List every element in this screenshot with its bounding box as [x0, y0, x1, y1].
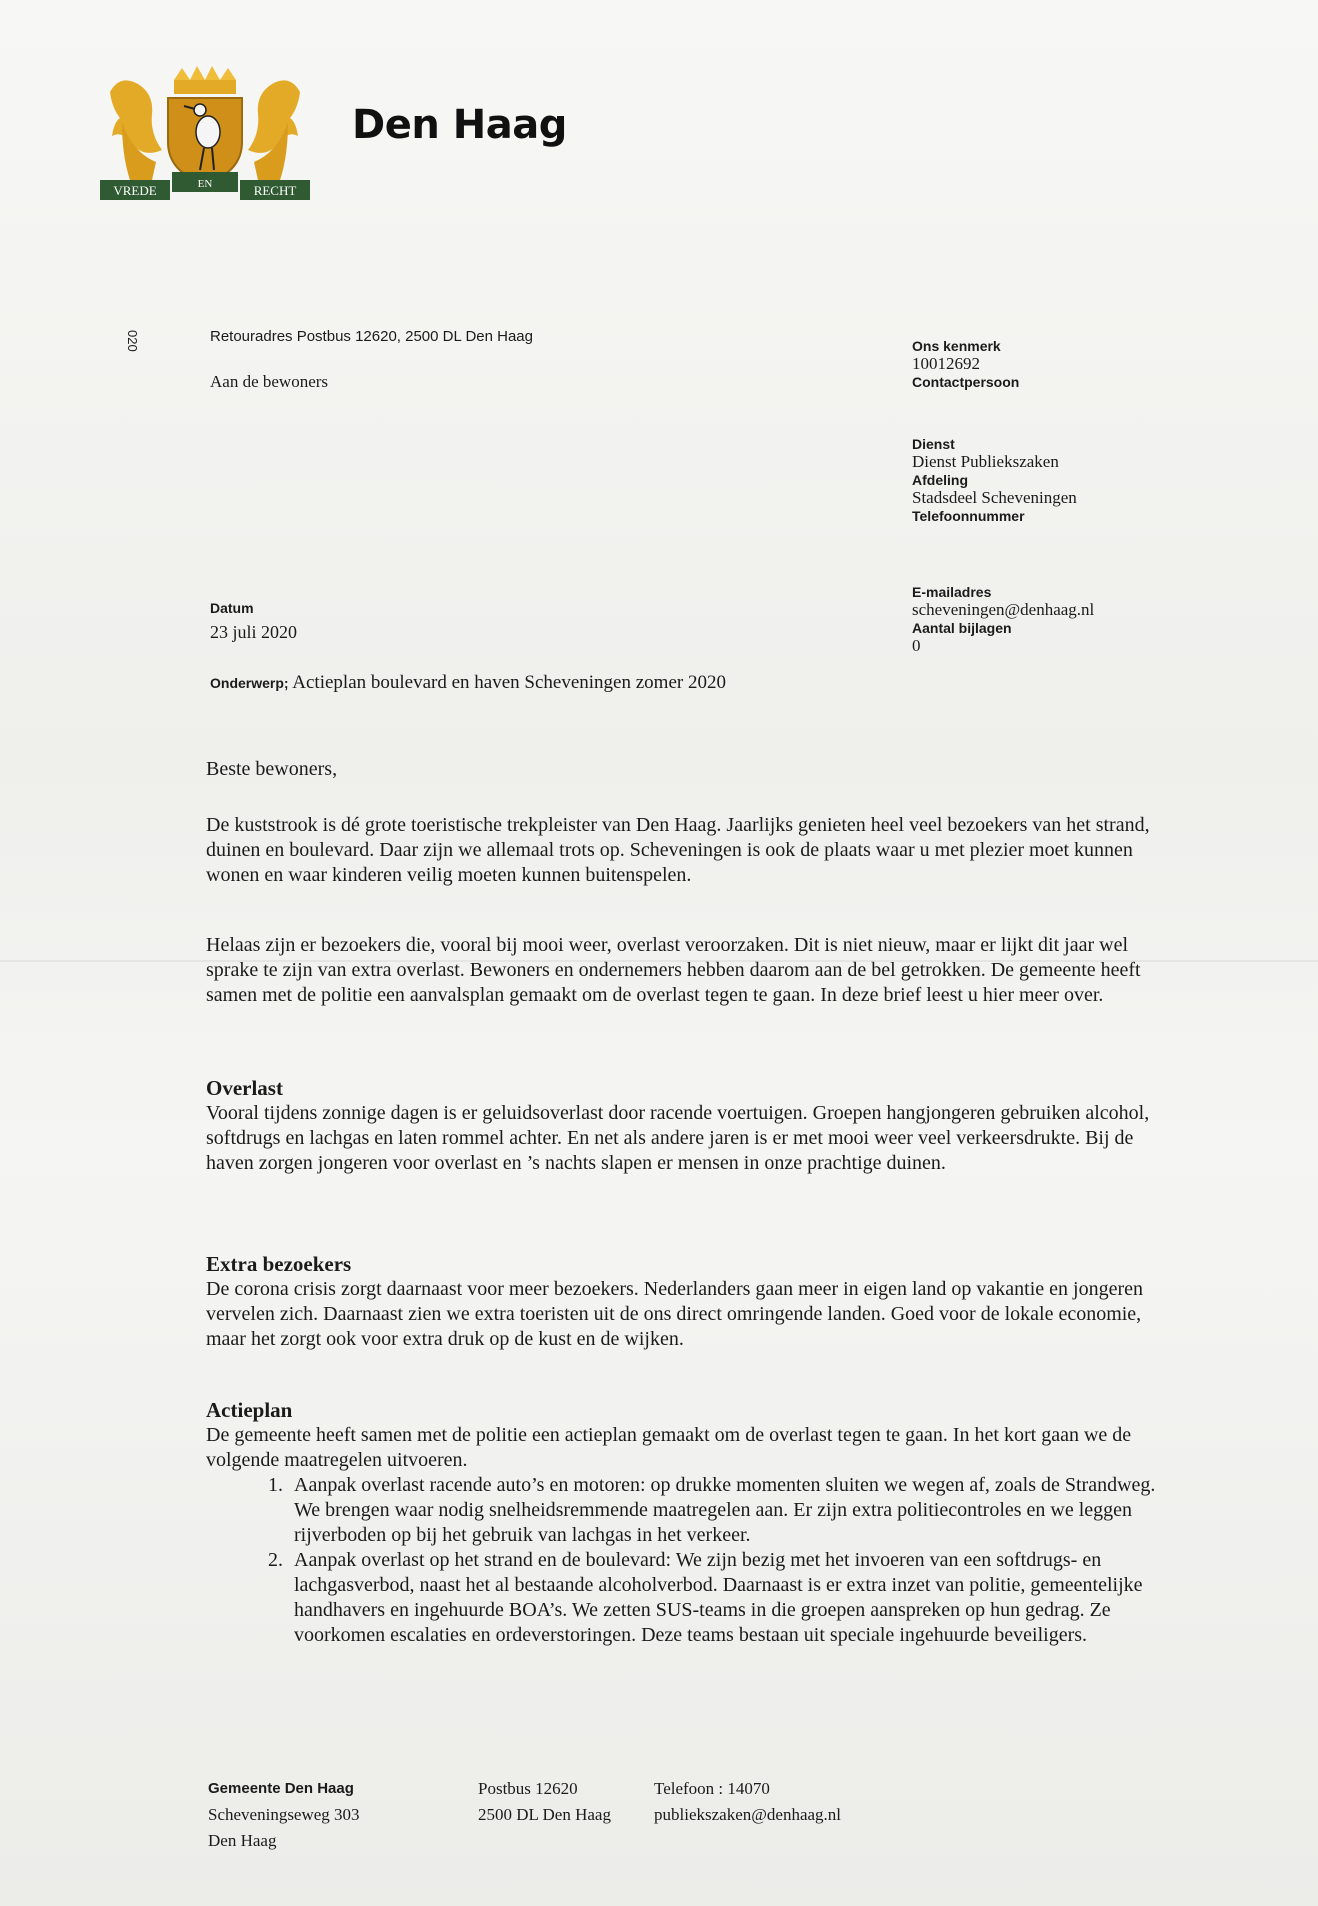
meta-label: Contactpersoon	[912, 374, 1020, 390]
footer-postbus	[478, 1776, 611, 1828]
measures-list	[206, 1473, 1156, 1648]
meta-label: E-mailadres	[912, 584, 992, 600]
meta-value: 10012692	[912, 354, 980, 373]
meta-label: Afdeling	[912, 472, 968, 488]
paragraph-problem	[206, 933, 1156, 1008]
footer-address	[208, 1776, 360, 1854]
section-text: De gemeente heeft samen met de politie een actieplan gemaakt om de overlast tegen te gaan. In het kort gaan we de volgende maatregelen uitvoeren.	[206, 1424, 1132, 1471]
meta-dienst	[912, 436, 1077, 524]
footer-street: Scheveningseweg 303	[208, 1805, 360, 1824]
addressee: Aan de bewoners	[210, 372, 329, 391]
meta-email[interactable]: scheveningen@denhaag.nl	[912, 600, 1095, 619]
section-overlast	[206, 1076, 1156, 1176]
salutation: Beste bewoners,	[206, 758, 338, 780]
date-value: 23 juli 2020	[210, 622, 298, 642]
meta-label: Ons kenmerk	[912, 338, 1001, 354]
return-address: Retouradres Postbus 12620, 2500 DL Den Haag	[210, 328, 533, 345]
meta-label: Aantal bijlagen	[912, 620, 1012, 636]
section-text: Vooral tijdens zonnige dagen is er geluidsoverlast door racende voertuigen. Groepen hangjongeren gebruiken alcohol, softdrugs en lachgas en laten rommel achter. En net als andere jaren is er met mooi weer veel verkeersdrukte. Bij de haven zorgen jongeren voor overlast en ’s nachts slapen er mensen in onze prachtige duinen.	[206, 1102, 1150, 1174]
subject-text: Actieplan boulevard en haven Scheveningen zomer 2020	[292, 672, 726, 693]
footer-phone: Telefoon : 14070	[654, 1779, 770, 1798]
paragraph: De kuststrook is dé grote toeristische trekpleister van Den Haag. Jaarlijks genieten heel veel bezoekers van het strand, duinen en boulevard. Daar zijn we allemaal trots op. Scheveningen is ook de plaats waar u met plezier moet kunnen wonen en waar kinderen veilig moeten kunnen buitenspelen.	[206, 814, 1150, 886]
paragraph: Helaas zijn er bezoekers die, vooral bij mooi weer, overlast veroorzaken. Dit is niet nieuw, maar er lijkt dit jaar wel sprake te zijn van extra overlast. Bewoners en ondernemers hebben daarom aan de bel getrokken. De gemeente heeft samen met de politie een aanvalsplan gemaakt om de overlast tegen te gaan. In deze brief leest u hier meer over.	[206, 934, 1141, 1006]
footer-org: Gemeente Den Haag	[208, 1780, 354, 1797]
motto-middle: EN	[197, 178, 213, 190]
footer-postbus-line: Postbus 12620	[478, 1779, 578, 1798]
footer-city: Den Haag	[208, 1831, 277, 1850]
brand-title: Den Haag	[352, 102, 567, 148]
section-heading: Actieplan	[206, 1398, 293, 1422]
footer-contact	[654, 1776, 841, 1828]
section-heading: Extra bezoekers	[206, 1252, 352, 1276]
measure-item: 2. Aanpak overlast op het strand en de boulevard: We zijn bezig met het invoeren van een softdrugs- en lachgasverbod, naast het al bestaande alcoholverbod. Daarnaast is er extra inzet van politie, gemeentelijke handhavers en ingehuurde BOA’s. We zetten SUS-teams in die groepen aanspreken op hun gedrag. Ze voorkomen escalaties en ordeverstoringen. Deze teams bestaan uit speciale ingehuurde beveiligers.	[288, 1548, 1156, 1648]
meta-kenmerk	[912, 338, 1019, 390]
footer-email[interactable]: publiekszaken@denhaag.nl	[654, 1805, 842, 1824]
side-code: 020	[125, 330, 140, 352]
motto-left: VREDE	[113, 183, 157, 198]
den-haag-coat-of-arms-logo	[100, 62, 310, 207]
subject-label: Onderwerp;	[210, 675, 289, 691]
date-label: Datum	[210, 600, 254, 616]
meta-label: Telefoonnummer	[912, 508, 1025, 524]
meta-value: 0	[912, 636, 921, 655]
section-heading: Overlast	[206, 1076, 283, 1100]
subject-line	[210, 672, 726, 694]
paragraph-intro	[206, 813, 1156, 888]
motto-right: RECHT	[253, 183, 297, 198]
section-actieplan	[206, 1398, 1156, 1648]
section-extra-bezoekers	[206, 1252, 1156, 1352]
meta-value: Dienst Publiekszaken	[912, 452, 1059, 471]
meta-value: Stadsdeel Scheveningen	[912, 488, 1077, 507]
measure-item: 1. Aanpak overlast racende auto’s en motoren: op drukke momenten sluiten we wegen af, zoals de Strandweg. We brengen waar nodig snelheidsremmende maatregelen aan. Er zijn extra politiecontroles en we leggen rijverboden op bij het gebruik van lachgas in het verkeer.	[288, 1473, 1156, 1548]
meta-label: Dienst	[912, 436, 955, 452]
meta-contact	[912, 584, 1094, 656]
footer-postcode: 2500 DL Den Haag	[478, 1805, 611, 1824]
section-text: De corona crisis zorgt daarnaast voor meer bezoekers. Nederlanders gaan meer in eigen land op vakantie en jongeren vervelen zich. Daarnaast zien we extra toeristen uit de ons direct omringende landen. Goed voor de lokale economie, maar het zorgt ook voor extra druk op de kust en de wijken.	[206, 1278, 1144, 1350]
